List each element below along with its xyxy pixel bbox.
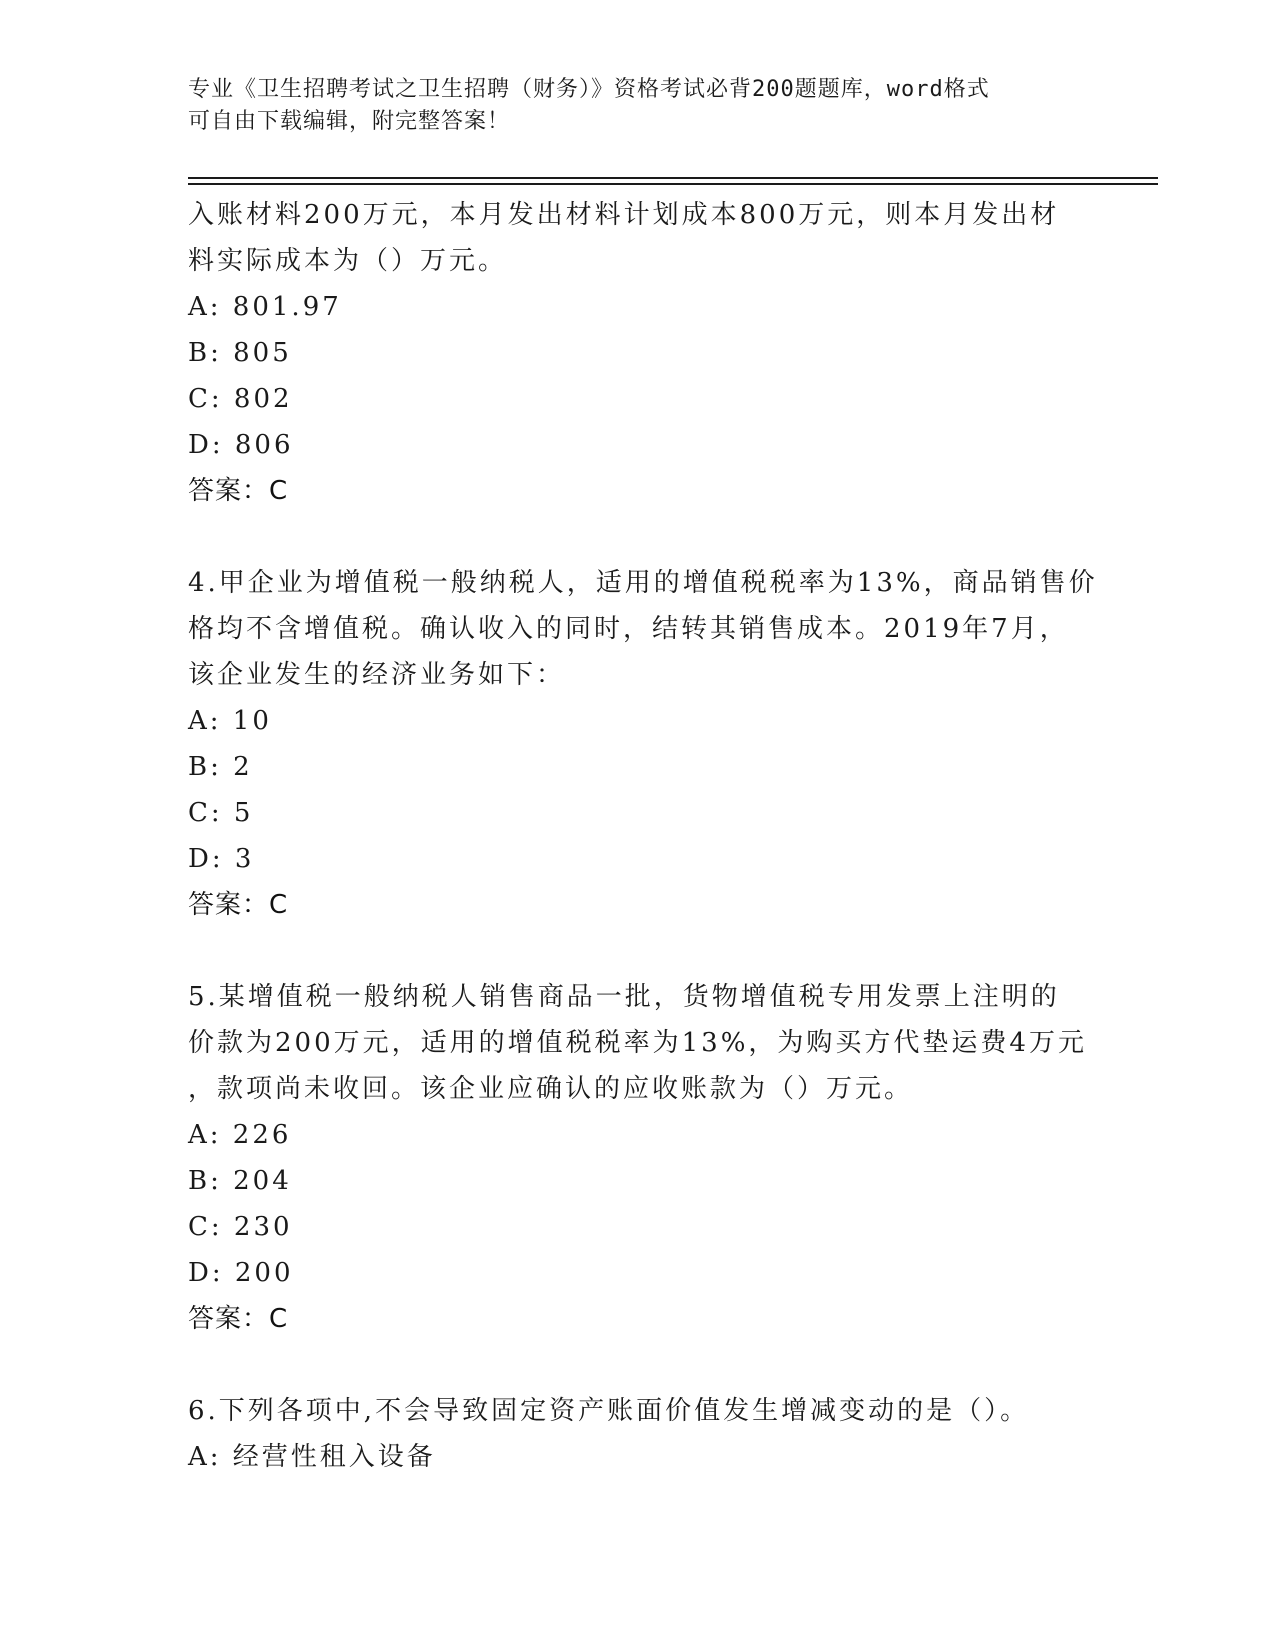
header-title-line-1: 专业《卫生招聘考试之卫生招聘（财务）》资格考试必背200题题库，word格式 <box>188 77 990 102</box>
question-5-stem-line-1: 5.某增值税一般纳税人销售商品一批，货物增值税专用发票上注明的 <box>188 982 1060 1012</box>
question-3-answer: 答案：C <box>188 476 289 506</box>
question-5-stem-line-3: ，款项尚未收回。该企业应确认的应收账款为（）万元。 <box>188 1074 914 1104</box>
question-3-stem-line-1: 入账材料200万元，本月发出材料计划成本800万元，则本月发出材 <box>188 200 1060 230</box>
question-3-option-d: D: 806 <box>188 430 294 460</box>
question-3-option-c: C: 802 <box>188 384 293 414</box>
question-3-stem-line-2: 料实际成本为（）万元。 <box>188 246 508 276</box>
question-3-option-a: A: 801.97 <box>188 292 342 322</box>
header-divider-bottom <box>188 183 1158 185</box>
question-3-option-b: B: 805 <box>188 338 292 368</box>
question-4-option-c: C: 5 <box>188 798 254 828</box>
question-4-stem-line-1: 4.甲企业为增值税一般纳税人，适用的增值税税率为13%，商品销售价 <box>188 568 1098 598</box>
question-4-option-d: D: 3 <box>188 844 255 874</box>
question-5-stem-line-2: 价款为200万元，适用的增值税税率为13%，为购买方代垫运费4万元 <box>188 1028 1087 1058</box>
question-5-option-a: A: 226 <box>188 1120 292 1150</box>
question-5 <box>188 974 1088 1342</box>
question-5-option-b: B: 204 <box>188 1166 292 1196</box>
header-divider-top <box>188 177 1158 179</box>
spacer <box>188 514 1088 560</box>
question-4-stem-line-3: 该企业发生的经济业务如下： <box>188 660 566 690</box>
question-4-stem-line-2: 格均不含增值税。确认收入的同时，结转其销售成本。2019年7月， <box>188 614 1069 644</box>
question-3 <box>188 192 1088 514</box>
spacer <box>188 1342 1088 1388</box>
question-list <box>188 192 1098 1480</box>
question-4-answer: 答案：C <box>188 890 289 920</box>
question-5-option-c: C: 230 <box>188 1212 293 1242</box>
question-6-stem-line-1: 6.下列各项中,不会导致固定资产账面价值发生增减变动的是（）。 <box>188 1396 1030 1426</box>
document-header <box>188 74 1088 138</box>
question-4-option-a: A: 10 <box>188 706 272 736</box>
question-5-option-d: D: 200 <box>188 1258 294 1288</box>
question-4-option-b: B: 2 <box>188 752 253 782</box>
question-5-answer: 答案：C <box>188 1304 289 1334</box>
question-6 <box>188 1388 1088 1480</box>
question-4 <box>188 560 1098 928</box>
question-6-option-a: A: 经营性租入设备 <box>188 1442 436 1472</box>
spacer <box>188 928 1088 974</box>
header-title-line-2: 可自由下载编辑，附完整答案！ <box>188 109 511 134</box>
